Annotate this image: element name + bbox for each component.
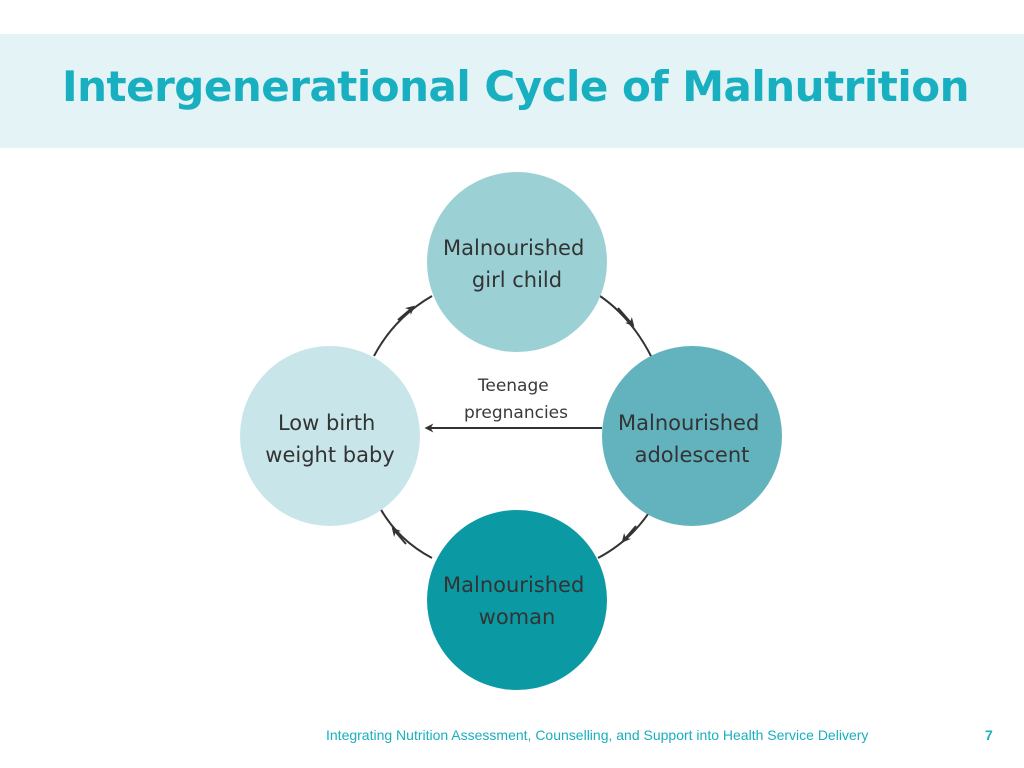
footer-text: Integrating Nutrition Assessment, Counselling, and Support into Health Service Delivery [326, 727, 869, 743]
node-woman-circle [427, 510, 607, 690]
arrow-girl-to-adolescent [600, 296, 652, 358]
node-girl-child-line-2: girl child [471, 268, 563, 292]
arrow-adolescent-to-woman [598, 508, 652, 558]
arrow-baby-to-girl-head [398, 308, 412, 320]
node-woman-line-1: Malnourished [443, 573, 585, 597]
node-girl-child-line-1: Malnourished [443, 236, 585, 260]
arrow-girl-to-adolescent-head [618, 308, 632, 324]
node-low-birth-weight [240, 346, 420, 526]
node-adolescent-circle [602, 346, 782, 526]
node-woman [427, 510, 607, 690]
teenage-pregnancies-label [464, 376, 568, 423]
page-number: 7 [985, 727, 993, 743]
node-girl-child [427, 172, 607, 352]
arrow-woman-to-baby-head [394, 530, 406, 544]
node-low-birth-weight-line-1: Low birth [277, 411, 376, 435]
slide-title: Intergenerational Cycle of Malnutrition [62, 62, 969, 111]
node-low-birth-weight-circle [240, 346, 420, 526]
node-low-birth-weight-line-2: weight baby [265, 443, 395, 467]
center-label-line-2: pregnancies [463, 403, 569, 423]
center-label-line-1: Teenage [477, 376, 549, 396]
node-adolescent [602, 346, 782, 526]
node-woman-line-2: woman [478, 605, 556, 629]
arrow-adolescent-to-woman-head [624, 526, 636, 540]
node-adolescent-line-1: Malnourished [618, 411, 760, 435]
arrow-baby-to-girl [374, 296, 432, 356]
node-girl-child-circle [427, 172, 607, 352]
malnutrition-cycle-diagram [240, 160, 790, 695]
arrow-woman-to-baby [380, 508, 432, 558]
node-adolescent-line-2: adolescent [634, 443, 750, 467]
